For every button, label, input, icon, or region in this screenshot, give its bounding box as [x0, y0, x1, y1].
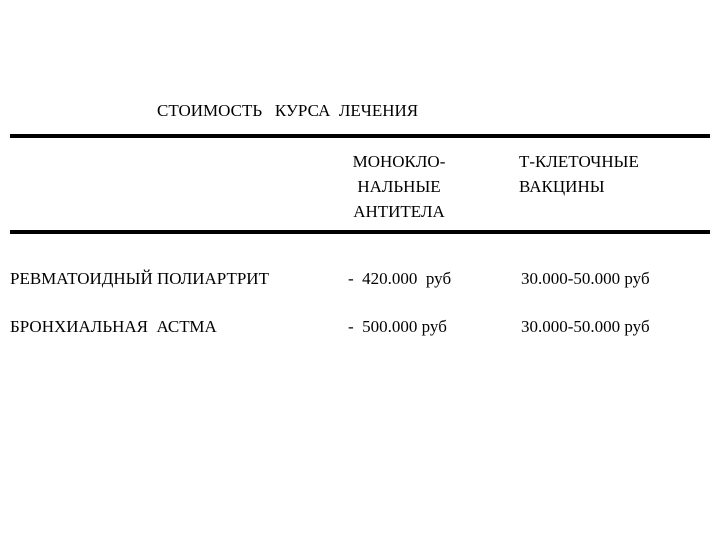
row-label-rheumatoid-arthritis: РЕВМАТОИДНЫЙ ПОЛИАРТРИТ: [10, 269, 269, 288]
cost-tcell-rheumatoid-arthritis: 30.000-50.000 руб: [521, 269, 650, 288]
column-header-monoclonal-antibodies: МОНОКЛО- НАЛЬНЫЕ АНТИТЕЛА: [352, 152, 446, 221]
cost-monoclonal-bronchial-asthma: - 500.000 руб: [348, 317, 447, 336]
column-header-t-cell-vaccines: Т-КЛЕТОЧНЫЕ ВАКЦИНЫ: [519, 152, 639, 196]
page-title: СТОИМОСТЬ КУРСА ЛЕЧЕНИЯ: [157, 101, 419, 120]
row-label-bronchial-asthma: БРОНХИАЛЬНАЯ АСТМА: [10, 317, 217, 336]
table-top-rule: [10, 134, 710, 138]
cost-tcell-bronchial-asthma: 30.000-50.000 руб: [521, 317, 650, 336]
table-header-rule: [10, 230, 710, 234]
cost-monoclonal-rheumatoid-arthritis: - 420.000 руб: [348, 269, 452, 288]
